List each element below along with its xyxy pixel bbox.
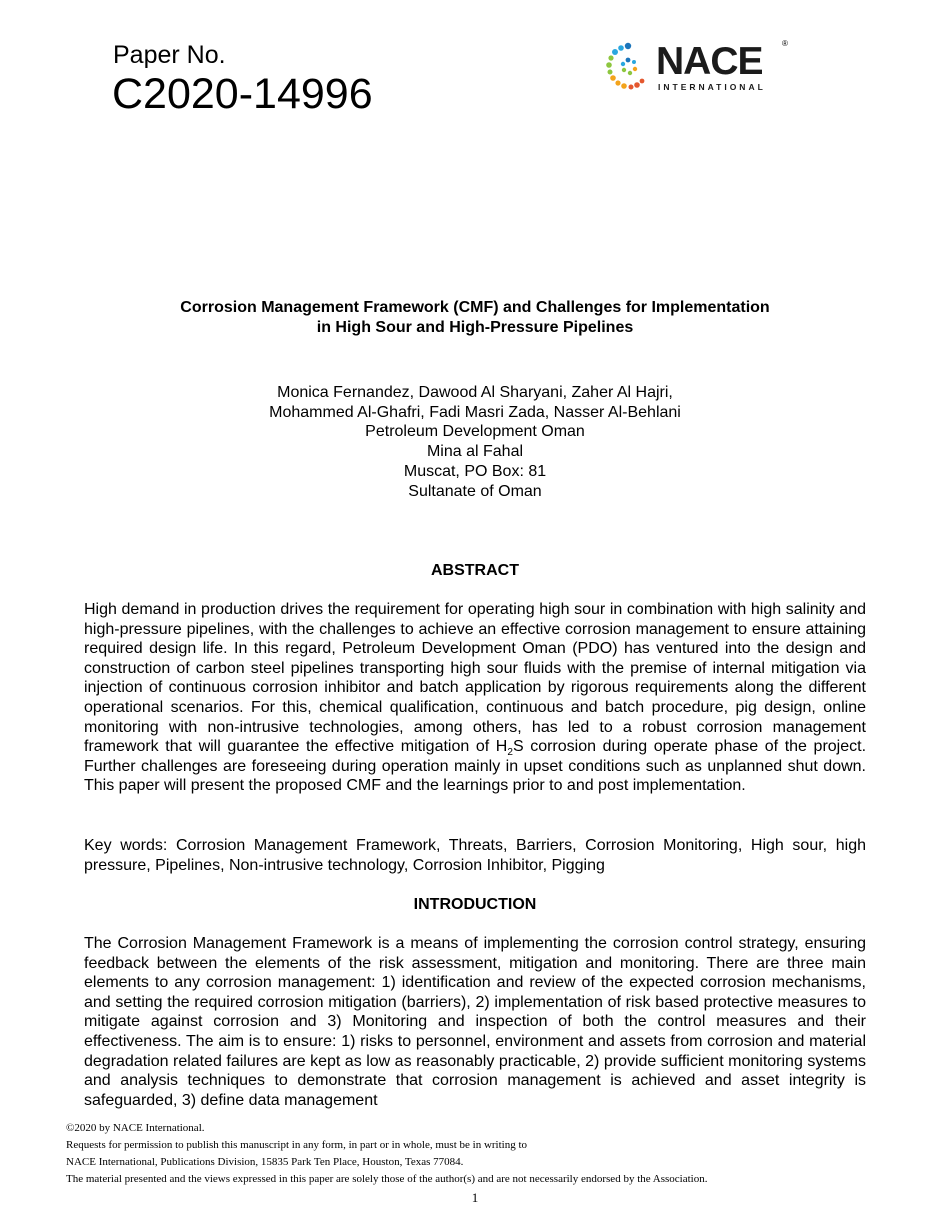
footer-line: Requests for permission to publish this manuscript in any form, in part or in whole, must be in writing to bbox=[66, 1139, 528, 1151]
formula-subscript: 2 bbox=[507, 747, 513, 759]
affiliation-line: Sultanate of Oman bbox=[408, 482, 542, 500]
abstract-heading: ABSTRACT bbox=[431, 562, 519, 579]
abstract-text-part-2: S corrosion during operate phase of the project. Further challenges are foreseeing during operation mainly in upset conditions such as unplanned shut down. This paper will present the proposed CMF and the learnings prior to and post implementation. bbox=[84, 738, 867, 795]
page-number: 1 bbox=[471, 1190, 479, 1205]
logo-wordmark: NACE bbox=[656, 40, 763, 83]
affiliation-line: Mina al Fahal bbox=[426, 443, 524, 461]
affiliation-line: Petroleum Development Oman bbox=[365, 423, 585, 441]
copyright-footer bbox=[66, 1120, 707, 1188]
author-line: Monica Fernandez, Dawood Al Sharyani, Zaher Al Hajri, bbox=[277, 384, 673, 401]
title-line-1: Corrosion Management Framework (CMF) and Challenges for Implementation bbox=[180, 299, 770, 316]
footer-line: NACE International, Publications Division, 15835 Park Ten Place, Houston, Texas 77084. bbox=[66, 1156, 464, 1168]
nace-logo bbox=[604, 40, 794, 96]
introduction-heading: INTRODUCTION bbox=[413, 896, 537, 913]
introduction-paragraph: The Corrosion Management Framework is a means of implementing the corrosion control strategy, ensuring feedback between the elements of the risk assessment, mitigation and monitoring. There are three main elements to any corrosion management: 1) identification and review of the expected corrosion mechanisms, and setting the required corrosion mitigation (barriers), 2) implementation of risk based protective measures to mitigate against corrosion and 3) Monitoring and inspection of both the control measures and their effectiveness. The aim is to ensure: 1) risks to personnel, environment and assets from corrosion and material degradation related failures are kept as low as reasonably practicable, 2) provide sufficient monitoring systems and analysis techniques to demonstrate that corrosion management is achieved and asset integrity is safeguarded, 3) define data management bbox=[84, 935, 866, 1109]
author-line: Mohammed Al-Ghafri, Fadi Masri Zada, Nasser Al-Behlani bbox=[269, 403, 681, 421]
author-block bbox=[0, 383, 950, 501]
affiliation-line: Muscat, PO Box: 81 bbox=[403, 462, 547, 480]
nace-logo-icon bbox=[604, 40, 654, 96]
logo-subtitle: INTERNATIONAL bbox=[658, 82, 766, 92]
title-line-2: in High Sour and High-Pressure Pipelines bbox=[316, 319, 634, 336]
paper-label: Paper No. bbox=[113, 41, 226, 69]
logo-registered-mark: ® bbox=[782, 39, 788, 48]
footer-line: The material presented and the views expressed in this paper are solely those of the author(s) and are not necessarily endorsed by the Association. bbox=[66, 1173, 708, 1185]
abstract-text-part-1: High demand in production drives the requirement for operating high sour in combination with high salinity and high-pressure pipelines, with the challenges to achieve an effective corrosion management to ensure attaining required design life. In this regard, Petroleum Development Oman (PDO) has ventured into the design and construction of carbon steel pipelines transporting high sour fluids with the premise of internal mitigation via injection of continuous corrosion inhibitor and batch application by rigorous requirements along the different operational scenarios. For this, chemical qualification, continuous and batch procedure, pig design, online monitoring with non-intrusive technologies, among others, has led to a robust corrosion management framework that will guarantee the effective mitigation of H bbox=[84, 601, 866, 756]
abstract-paragraph bbox=[84, 600, 866, 796]
footer-line: ©2020 by NACE International. bbox=[66, 1122, 205, 1134]
paper-number: C2020-14996 bbox=[112, 70, 373, 118]
paper-title bbox=[0, 298, 950, 338]
keywords-paragraph: Key words: Corrosion Management Framework, Threats, Barriers, Corrosion Monitoring, High sour, high pressure, Pipelines, Non-intrusive technology, Corrosion Inhibitor, Pigging bbox=[84, 837, 866, 874]
